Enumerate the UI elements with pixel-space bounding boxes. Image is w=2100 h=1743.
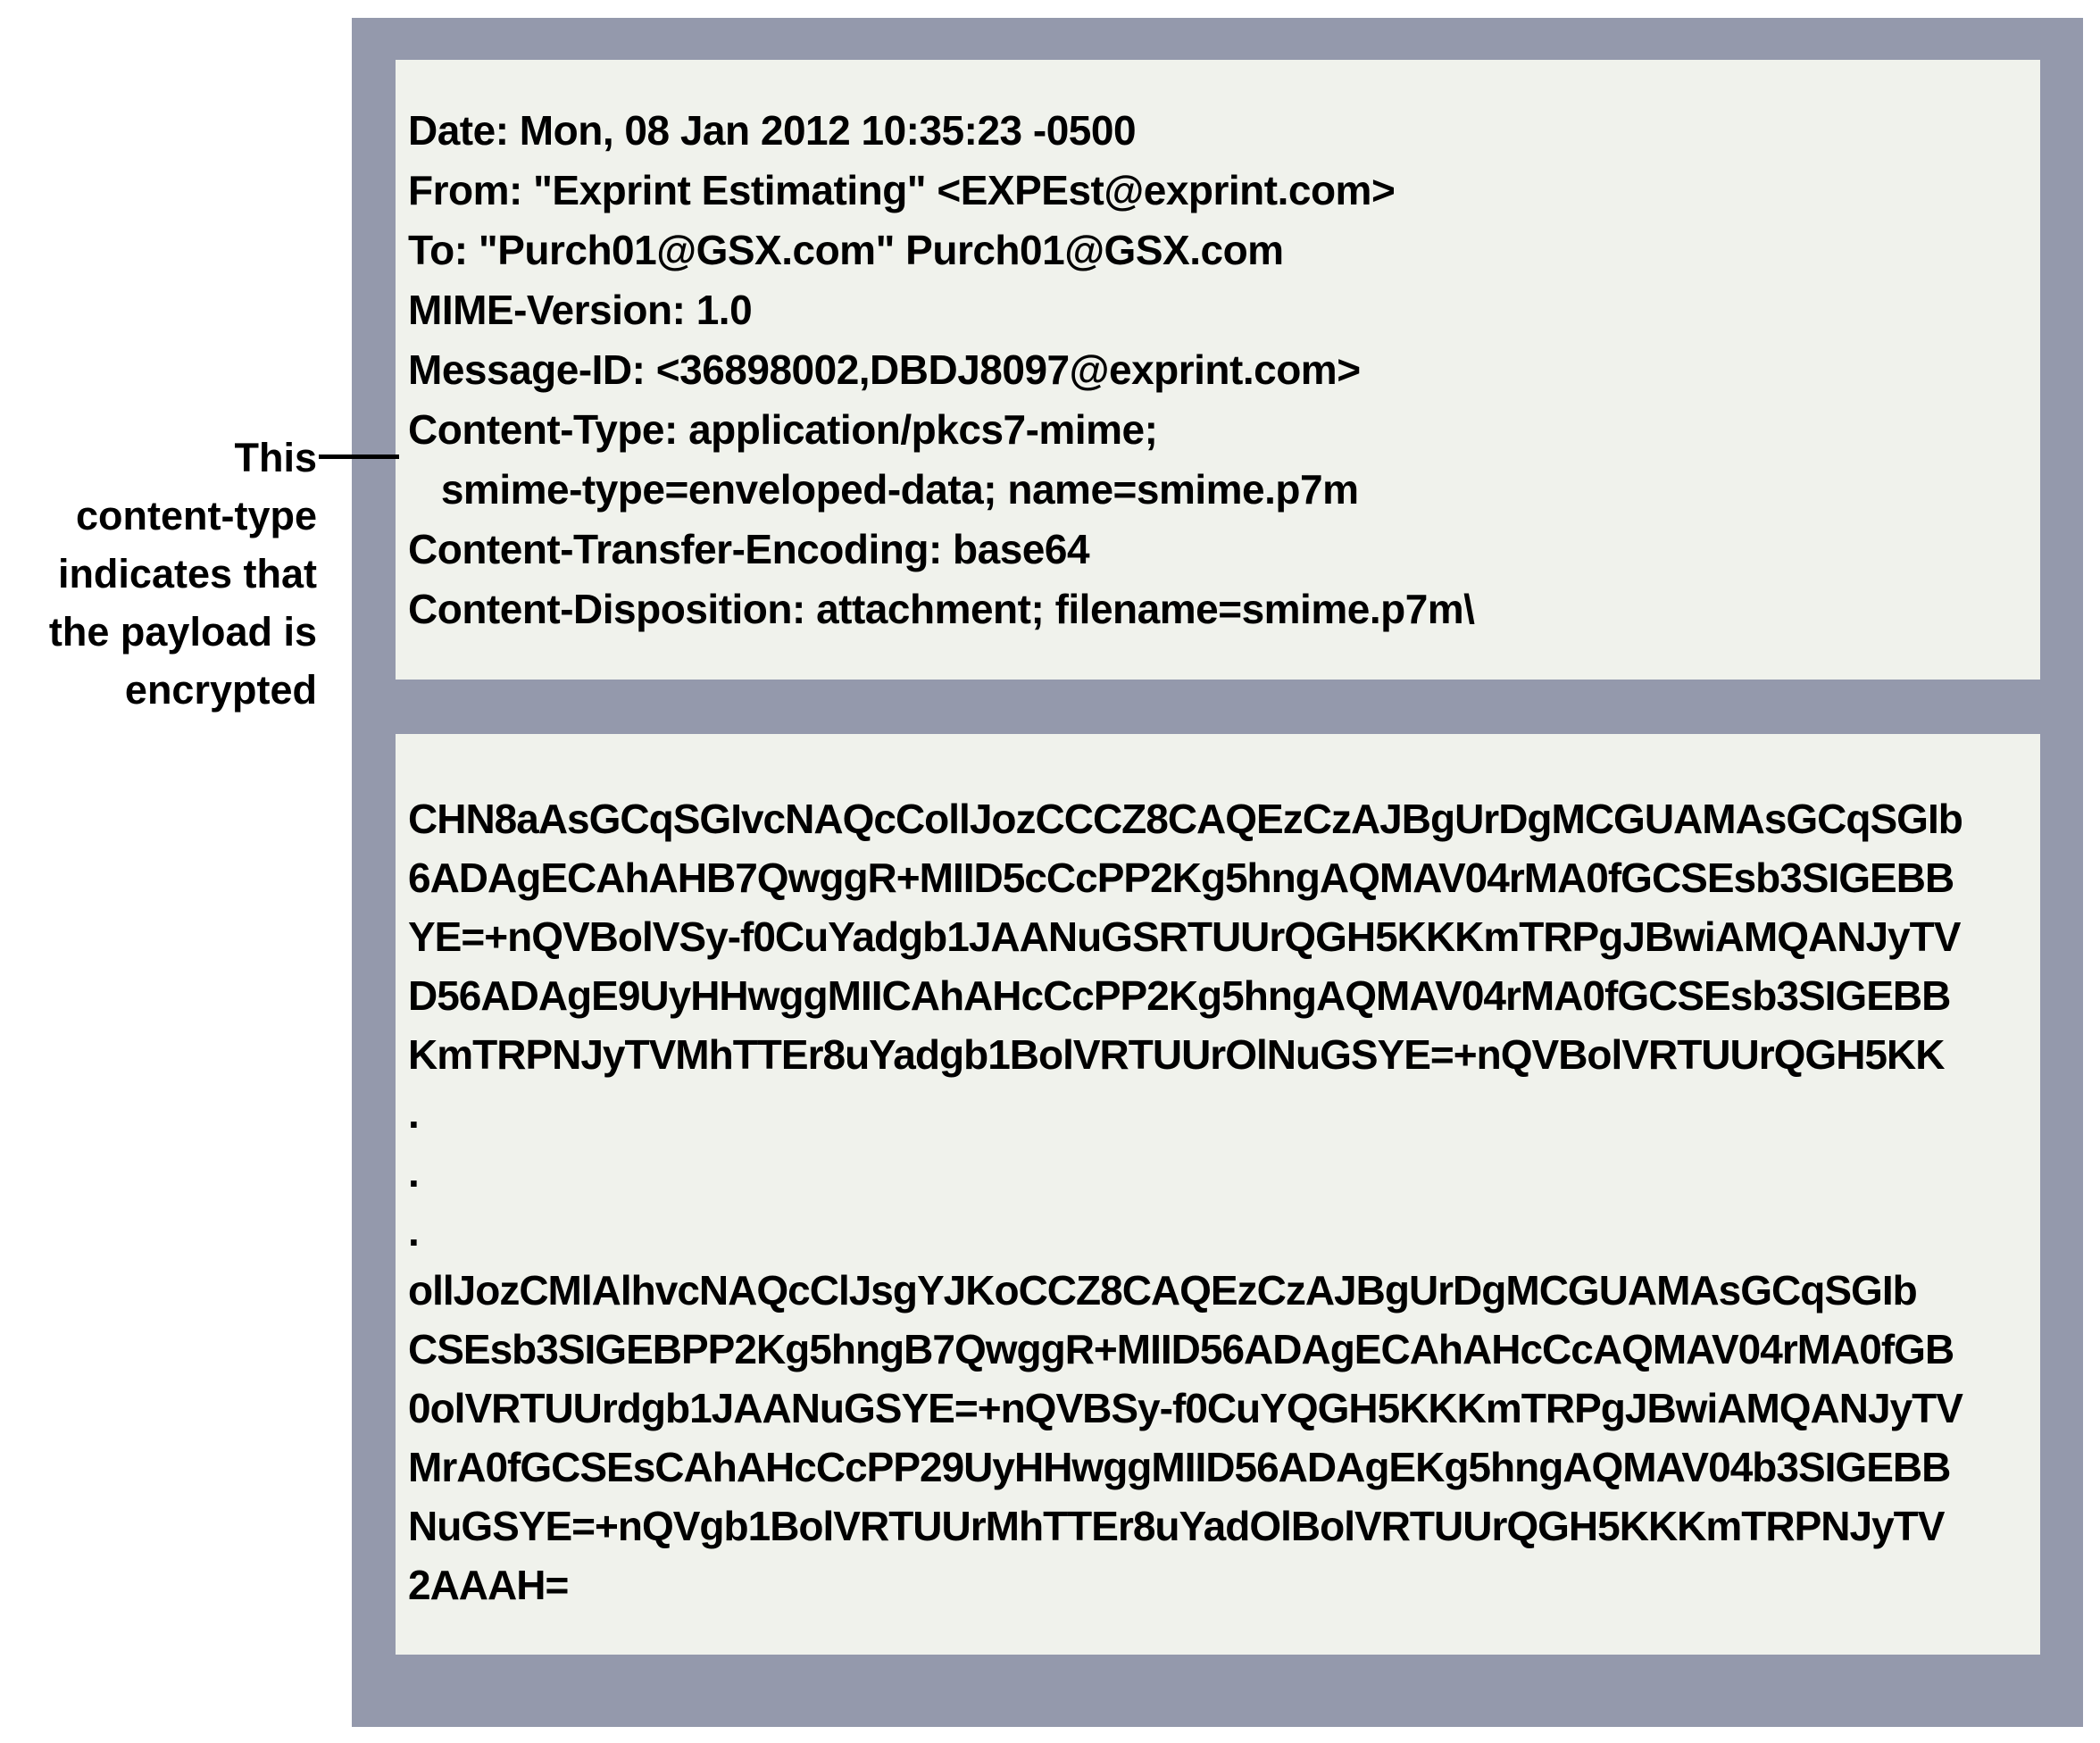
- ellipsis-dot-line: .: [408, 1208, 419, 1255]
- payload-line: NuGSYE=+nQVgb1BolVRTUUrMhTTEr8uYadOlBolVRTUUrQGH5KKKmTRPNJyTV: [408, 1503, 1945, 1549]
- payload-line: ollJozCMlAlhvcNAQcClJsgYJKoCCZ8CAQEzCzAJBgUrDgMCGUAMAsGCqSGIb: [408, 1267, 1917, 1314]
- payload-line: MrA0fGCSEsCAhAHcCcPP29UyHHwggMIID56ADAgEKg5hngAQMAV04b3SIGEBB: [408, 1444, 1951, 1490]
- annotation-line: encrypted: [124, 667, 317, 713]
- header-line-message-id: Message-ID: <36898002,DBDJ8097@exprint.com>: [408, 346, 1361, 393]
- encrypted-payload-panel: [396, 734, 2040, 1655]
- email-headers-panel: [396, 60, 2040, 680]
- header-line-content-type: Content-Type: application/pkcs7-mime;: [408, 406, 1158, 453]
- header-line-content-disposition: Content-Disposition: attachment; filename=smime.p7m\: [408, 586, 1475, 632]
- payload-line: 2AAAH=: [408, 1562, 569, 1608]
- header-line-smime-type: smime-type=enveloped-data; name=smime.p7m: [408, 466, 1359, 513]
- annotation-leader-line: [319, 455, 399, 459]
- header-line-mime-version: MIME-Version: 1.0: [408, 287, 753, 333]
- annotation-line: This: [234, 435, 317, 480]
- email-frame: [352, 18, 2083, 1727]
- annotation-line: content-type: [76, 493, 317, 538]
- header-line-from: From: "Exprint Estimating" <EXPEst@exprint.com>: [408, 167, 1396, 213]
- header-line-to: To: "Purch01@GSX.com" Purch01@GSX.com: [408, 227, 1284, 273]
- ellipsis-dot-line: .: [408, 1149, 419, 1196]
- annotation-line: the payload is: [48, 609, 317, 655]
- annotation-line: indicates that: [57, 551, 317, 596]
- payload-line: CSEsb3SIGEBPP2Kg5hngB7QwggR+MIID56ADAgECAhAHcCcAQMAV04rMA0fGB: [408, 1326, 1954, 1372]
- payload-line: KmTRPNJyTVMhTTEr8uYadgb1BolVRTUUrOlNuGSYE=+nQVBolVRTUUrQGH5KK: [408, 1031, 1945, 1078]
- payload-line: YE=+nQVBolVSy-f0CuYadgb1JAANuGSRTUUrQGH5KKKmTRPgJBwiAMQANJyTV: [408, 913, 1961, 960]
- header-line-content-transfer-encoding: Content-Transfer-Encoding: base64: [408, 526, 1090, 572]
- payload-line: 6ADAgECAhAHB7QwggR+MIID5cCcPP2Kg5hngAQMAV04rMA0fGCSEsb3SIGEBB: [408, 855, 1954, 901]
- ellipsis-dot-line: .: [408, 1090, 419, 1137]
- callout-annotation: [36, 429, 317, 719]
- payload-line: D56ADAgE9UyHHwggMIICAhAHcCcPP2Kg5hngAQMAV04rMA0fGCSEsb3SIGEBB: [408, 972, 1951, 1019]
- payload-line: CHN8aAsGCqSGIvcNAQcCollJozCCCZ8CAQEzCzAJBgUrDgMCGUAMAsGCqSGIb: [408, 796, 1962, 842]
- header-line-date: Date: Mon, 08 Jan 2012 10:35:23 -0500: [408, 107, 1137, 154]
- payload-line: 0olVRTUUrdgb1JAANuGSYE=+nQVBSy-f0CuYQGH5KKKmTRPgJBwiAMQANJyTV: [408, 1385, 1962, 1431]
